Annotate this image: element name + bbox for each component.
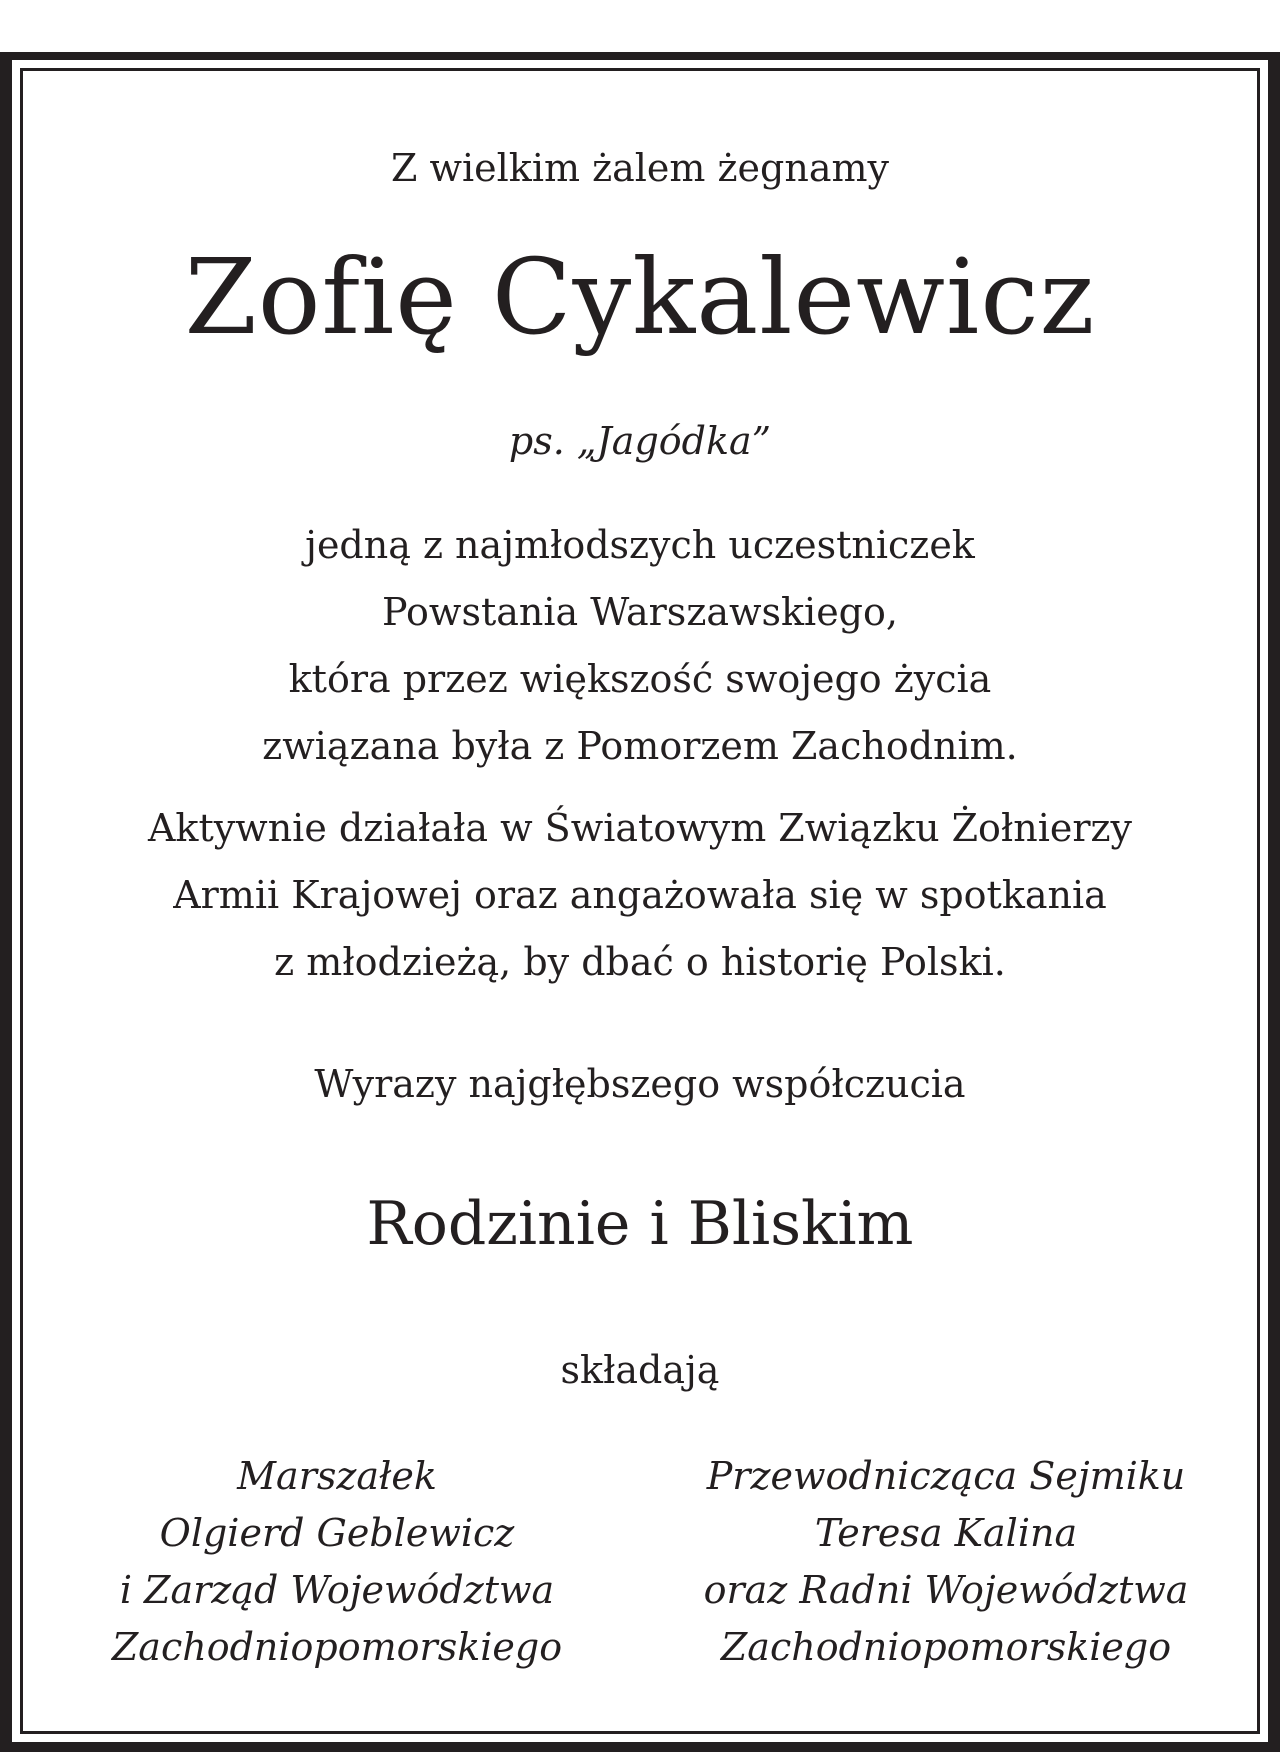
signature-line: Przewodnicząca Sejmiku <box>706 1454 1186 1498</box>
biography-paragraph-2 <box>0 795 1280 996</box>
biography-line: Aktywnie działała w Światowym Związku Żołnierzy <box>147 806 1133 850</box>
biography-line: związana była z Pomorzem Zachodnim. <box>262 724 1018 768</box>
signature-block-left <box>57 1448 617 1676</box>
signature-line: Zachodniopomorskiego <box>720 1625 1172 1669</box>
signature-block-right <box>666 1448 1226 1676</box>
signature-line: Olgierd Geblewicz <box>159 1511 515 1555</box>
nickname: ps. „Jagódka” <box>508 419 772 463</box>
biography-line: która przez większość swojego życia <box>288 657 992 701</box>
signature-line: Teresa Kalina <box>814 1511 1078 1555</box>
biography-paragraph-1 <box>0 512 1280 780</box>
signature-line: Zachodniopomorskiego <box>111 1625 563 1669</box>
biography-line: z młodzieżą, by dbać o historię Polski. <box>274 940 1006 984</box>
biography-line: jedną z najmłodszych uczestniczek <box>305 523 975 567</box>
biography-line: Armii Krajowej oraz angażowała się w spotkania <box>173 873 1107 917</box>
signature-line: i Zarząd Województwa <box>119 1568 555 1612</box>
biography-line: Powstania Warszawskiego, <box>382 590 898 634</box>
deceased-name: Zofię Cykalewicz <box>184 236 1096 358</box>
intro-line: Z wielkim żalem żegnamy <box>391 146 889 190</box>
signature-line: oraz Radni Województwa <box>703 1568 1189 1612</box>
signature-line: Marszałek <box>237 1454 437 1498</box>
recipients-line: Rodzinie i Bliskim <box>366 1189 914 1259</box>
sympathy-line: Wyrazy najgłębszego współczucia <box>314 1062 966 1106</box>
signed-by-line: składają <box>560 1348 720 1392</box>
